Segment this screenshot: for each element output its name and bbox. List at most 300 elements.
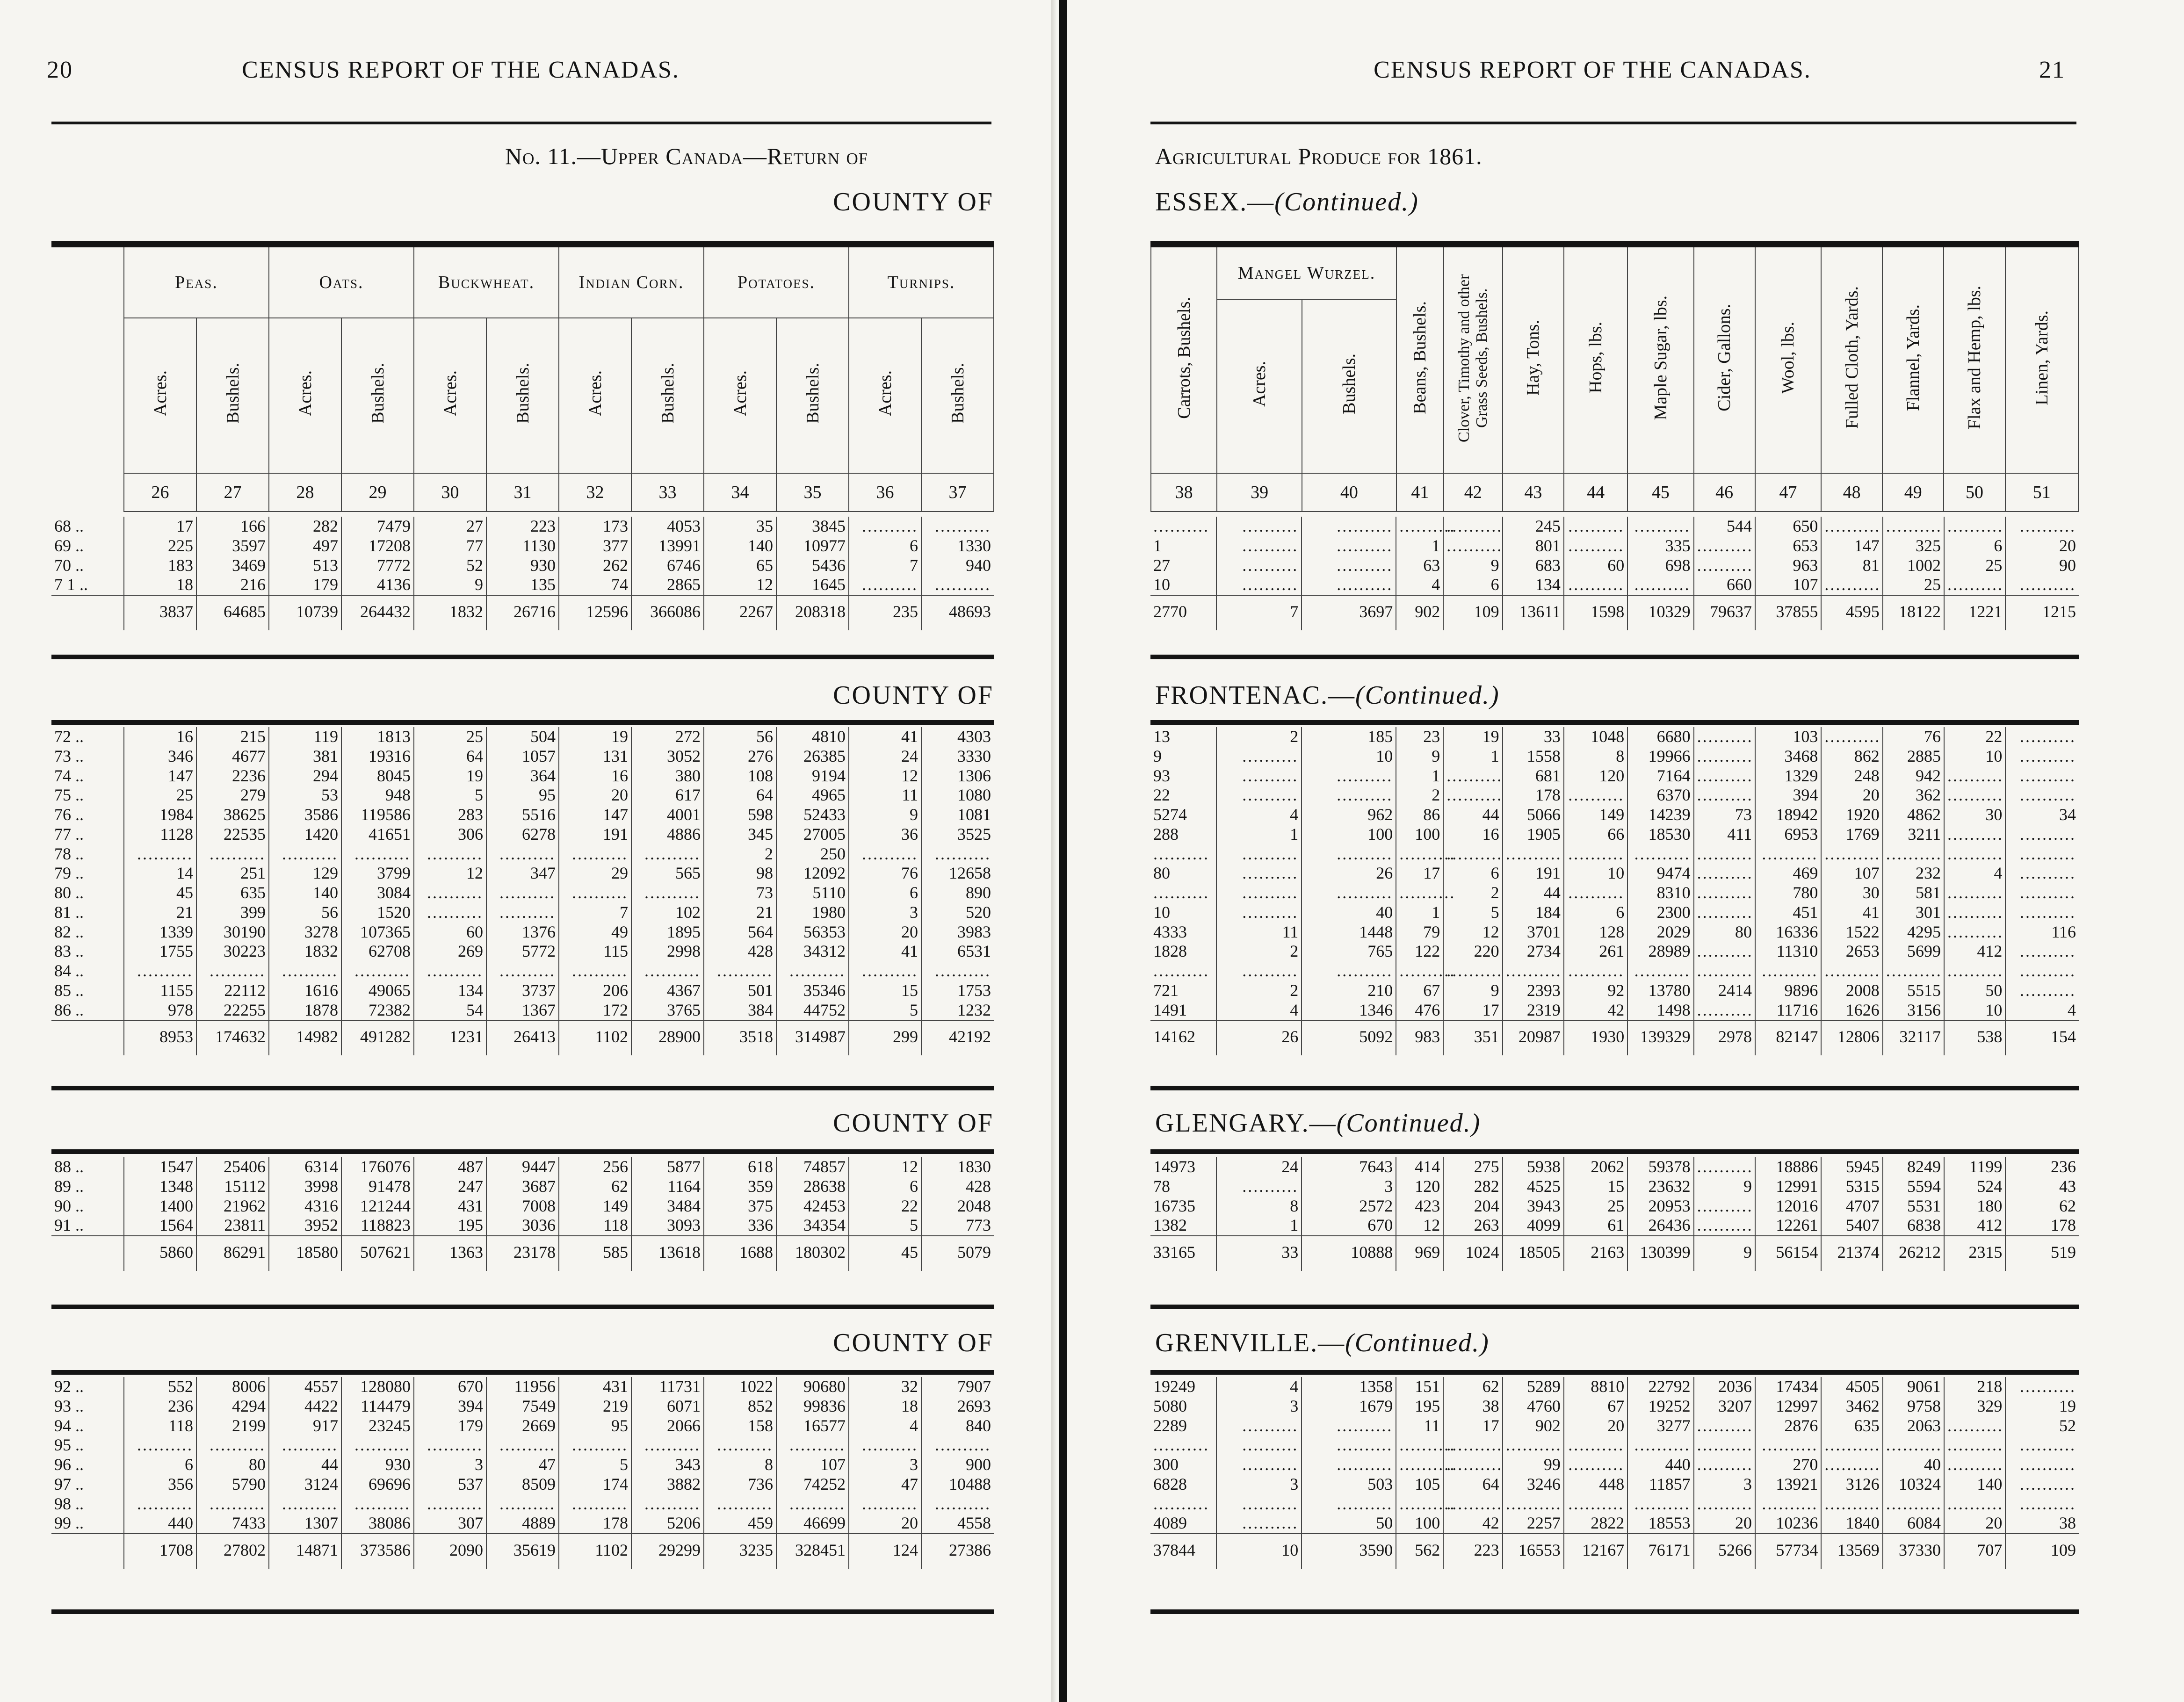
total-cell: 79637 [1694,595,1755,630]
table-cell: .......... [1694,1494,1755,1514]
right-column-number: 50 [1944,473,2005,512]
table-cell: 41 [849,942,921,961]
table-cell: 653 [1755,536,1821,556]
table-cell: .......... [1396,844,1443,864]
table-cell: 46699 [776,1514,849,1534]
table-row [1150,1377,2079,1397]
table-cell: 3845 [776,517,849,536]
total-cell: 1221 [1944,595,2005,630]
table-cell: 428 [921,1177,994,1197]
table-cell: 12997 [1755,1397,1821,1416]
table-cell: .......... [414,1494,486,1514]
table-cell: 12 [704,575,776,595]
table-cell: 2669 [486,1416,559,1436]
table-row [1150,1216,2079,1236]
table-cell: .......... [1302,1455,1396,1475]
table-cell: 1081 [921,805,994,825]
table-cell: 1840 [1821,1514,1882,1534]
table-cell: 1 [1443,747,1502,766]
table-cell: .......... [1503,961,1564,981]
table-cell: 5 [849,1216,921,1236]
right-column-number: 46 [1694,473,1755,512]
table-cell: 345 [704,825,776,844]
table-cell: 149 [1564,805,1627,825]
table-cell: 3952 [269,1216,341,1236]
table-cell: 29 [559,864,631,883]
table-cell: 618 [704,1157,776,1177]
total-cell [51,595,124,630]
table-cell: 210 [1302,981,1396,1001]
table-cell: .......... [124,961,196,981]
table-cell: 63 [1396,556,1443,576]
total-row [1150,1236,2079,1271]
table-cell: 10324 [1883,1475,1944,1494]
table-cell: 114479 [341,1397,414,1416]
table-cell: 10 [1944,1001,2005,1021]
table-row [51,1377,994,1397]
header-linen: Linen, Yards. [2005,244,2078,473]
total-cell: 26212 [1883,1236,1944,1271]
table-cell: 1520 [341,903,414,923]
total-cell: 12167 [1564,1534,1627,1569]
table-cell: 122 [1396,942,1443,961]
table-cell: 95 .. [54,1435,84,1455]
table-cell: 2693 [921,1397,994,1416]
table-cell: .......... [2005,825,2079,844]
table-cell: .......... [1564,575,1627,595]
table-cell: 5772 [486,942,559,961]
table-cell: 364 [486,766,559,786]
table-row [51,1216,994,1236]
table-cell: 38086 [341,1514,414,1534]
left-column-number: 30 [414,473,486,512]
table-cell: 8509 [486,1475,559,1494]
table-cell: 91 .. [54,1216,84,1235]
table-cell: 53 [269,786,341,805]
table-cell: 1 [1216,825,1302,844]
total-cell: 28900 [631,1020,704,1055]
table-cell: 16 [559,766,631,786]
table-cell: 1522 [1821,923,1882,942]
total-cell [51,1534,124,1569]
table-cell: .......... [1694,864,1755,883]
table-cell: 736 [704,1475,776,1494]
table-row [51,1455,994,1475]
table-cell: 1832 [269,942,341,961]
table-cell: .......... [1153,1494,1209,1513]
total-cell: 351 [1443,1020,1502,1055]
table-cell: 3 [414,1455,486,1475]
table-row [1150,942,2079,961]
county-name-glengary-text: GLENGARY. [1155,1109,1309,1138]
total-cell: 299 [849,1020,921,1055]
table-cell: .......... [1503,1435,1564,1455]
table-cell: 1232 [921,1001,994,1021]
table-cell: 3998 [269,1177,341,1197]
table-cell: 16577 [776,1416,849,1436]
table-cell: 5 [1443,903,1502,923]
total-cell: 10739 [269,595,341,630]
table-cell: .......... [559,961,631,981]
table-cell: 2319 [1503,1001,1564,1021]
left-column-number: 36 [849,473,921,512]
table-cell: 15112 [196,1177,269,1197]
table-cell: 158 [704,1416,776,1436]
table-cell: .......... [1694,844,1755,864]
table-cell: .......... [1396,1455,1443,1475]
table-cell: .......... [414,903,486,923]
table-cell: .......... [1443,961,1502,981]
left-head-rule [51,122,991,124]
total-cell: 29299 [631,1534,704,1569]
table-cell: 20 [849,923,921,942]
table-cell: .......... [124,844,196,864]
table-cell: 660 [1694,575,1755,595]
total-cell: 109 [1443,595,1502,630]
table-cell: .......... [1302,1416,1396,1436]
right-block-rule-5 [1150,1305,2079,1309]
total-cell: 5266 [1694,1534,1755,1569]
table-cell: 92 [1564,981,1627,1001]
table-cell: 11 [1216,923,1302,942]
table-cell: 513 [269,556,341,576]
table-cell: 64 [704,786,776,805]
table-cell: 6071 [631,1397,704,1416]
table-cell: 4333 [1153,922,1187,941]
table-cell: 105 [1396,1475,1443,1494]
table-cell: 3 [1216,1475,1302,1494]
table-row [51,727,994,747]
table-row [1150,1514,2079,1534]
table-cell: 617 [631,786,704,805]
table-cell: .......... [2005,883,2079,903]
table-cell: 1558 [1503,747,1564,766]
table-cell: 1491 [1153,1000,1187,1019]
table-cell: 598 [704,805,776,825]
table-cell: 8 [1564,747,1627,766]
table-cell: 1895 [631,923,704,942]
header-flax-hemp: Flax and Hemp, lbs. [1944,244,2005,473]
table-cell: .......... [1216,536,1302,556]
table-row [51,1177,994,1197]
total-cell: 3697 [1302,595,1396,630]
table-cell: 5436 [776,556,849,576]
table-cell: 25406 [196,1157,269,1177]
table-cell: 45 [124,883,196,903]
table-cell: 99 [1503,1455,1564,1475]
table-cell: 4136 [341,575,414,595]
table-cell: 38625 [196,805,269,825]
table-cell: 13921 [1755,1475,1821,1494]
left-column-number: 31 [486,473,559,512]
table-cell: .......... [704,961,776,981]
table-cell: 469 [1755,864,1821,883]
table-cell: 325 [1883,536,1944,556]
total-cell: 20987 [1503,1020,1564,1055]
table-cell: 80 [196,1455,269,1475]
table-cell: .......... [1302,536,1396,556]
table-cell: 42 [1443,1514,1502,1534]
header-fulled-cloth: Fulled Cloth, Yards. [1821,244,1882,473]
table-cell: 12261 [1755,1216,1821,1236]
table-row [1150,575,2079,595]
table-cell: 1022 [704,1377,776,1397]
right-block-rule-1 [1150,655,2079,659]
table-cell: 544 [1694,517,1755,536]
table-cell: .......... [414,961,486,981]
table-cell: 102 [631,903,704,923]
table-cell: 840 [921,1416,994,1436]
left-block-2 [51,727,994,1055]
table-cell: 261 [1564,942,1627,961]
table-cell: 670 [414,1377,486,1397]
table-cell: 3278 [269,923,341,942]
header-beans: Beans, Bushels. [1396,244,1444,473]
table-row [1150,825,2079,844]
table-cell: 88 .. [54,1157,84,1176]
table-cell: 269 [414,942,486,961]
total-row [51,1236,994,1271]
table-cell: .......... [1216,575,1302,595]
table-cell: 283 [414,805,486,825]
table-cell: 698 [1627,556,1693,576]
table-cell: 69 .. [54,536,84,555]
table-cell: 780 [1755,883,1821,903]
table-cell: .......... [1443,844,1502,864]
table-row [1150,903,2079,923]
table-cell: .......... [269,844,341,864]
table-cell: 4053 [631,517,704,536]
table-cell: 22 [1944,727,2005,747]
table-cell: 35 [704,517,776,536]
table-cell: 11 [849,786,921,805]
table-cell: .......... [1216,1455,1302,1475]
table-cell: 683 [1503,556,1564,576]
table-cell: 52 [414,556,486,576]
header-hops: Hops, lbs. [1564,244,1627,473]
total-cell: 13611 [1503,595,1564,630]
table-cell: 43 [2005,1177,2079,1197]
left-column-number: 26 [124,473,196,512]
table-cell: 3484 [631,1197,704,1216]
table-cell: 3687 [486,1177,559,1197]
table-cell: 3983 [921,923,994,942]
table-cell: .......... [1216,864,1302,883]
header-cider: Cider, Gallons. [1694,244,1755,473]
table-cell: 7 [559,903,631,923]
table-cell: 18 [124,575,196,595]
right-column-header [1150,241,2079,512]
table-cell: .......... [486,961,559,981]
table-cell: .......... [1443,536,1502,556]
table-cell: 300 [1153,1455,1179,1474]
table-cell: 20953 [1627,1197,1693,1216]
table-cell: 49065 [341,981,414,1001]
table-cell: 22112 [196,981,269,1001]
total-cell: 109 [2005,1534,2079,1569]
table-cell: .......... [849,1435,921,1455]
table-cell: 5066 [1503,805,1564,825]
table-cell: .......... [414,1435,486,1455]
left-block-rule-4 [51,1149,994,1154]
table-cell: .......... [776,961,849,981]
table-cell: 9061 [1883,1377,1944,1397]
table-cell: 59378 [1627,1157,1693,1177]
table-cell: 4422 [269,1397,341,1416]
table-cell: 4089 [1153,1514,1187,1533]
table-cell: 773 [921,1216,994,1236]
table-cell: 232 [1883,864,1944,883]
table-cell: .......... [1694,1197,1755,1216]
table-cell: 92 .. [54,1377,84,1396]
table-cell: 2 [1443,883,1502,903]
table-cell: 118 [559,1216,631,1236]
total-cell: 7 [1216,595,1302,630]
group-indian-corn: Indian Corn. [559,244,704,318]
table-cell: 10 [1302,747,1396,766]
table-cell: 504 [486,727,559,747]
table-cell: 448 [1564,1475,1627,1494]
table-row [1150,1001,2079,1021]
table-cell: 119586 [341,805,414,825]
table-cell: 9194 [776,766,849,786]
table-cell: .......... [1627,1435,1693,1455]
table-cell: 128080 [341,1377,414,1397]
table-row [1150,1494,2079,1514]
county-name-essex: ESSEX.—(Continued.) [1155,188,1419,216]
total-cell: 82147 [1755,1020,1821,1055]
table-cell: 1348 [124,1177,196,1197]
table-cell: 1339 [124,923,196,942]
table-cell: 1878 [269,1001,341,1021]
table-cell: 2876 [1755,1416,1821,1436]
table-cell: 18553 [1627,1514,1693,1534]
total-cell: 3837 [124,595,196,630]
total-cell: 366086 [631,595,704,630]
table-cell: 650 [1755,517,1821,536]
total-cell: 1598 [1564,595,1627,630]
table-cell: 76 .. [54,805,84,824]
table-cell: 128 [1564,923,1627,942]
table-cell: 4 [1216,1001,1302,1021]
table-cell: .......... [2005,961,2079,981]
table-cell: 2 [1216,727,1302,747]
table-cell: 19 [559,727,631,747]
table-cell: 487 [414,1157,486,1177]
table-cell: 335 [1627,536,1693,556]
table-row [51,747,994,766]
table-cell: 22 [1153,786,1170,805]
table-cell: 4 [1944,864,2005,883]
table-cell: 5594 [1883,1177,1944,1197]
table-cell: 248 [1821,766,1882,786]
table-cell: 3156 [1883,1001,1944,1021]
table-cell: 56 [704,727,776,747]
total-cell: 1231 [414,1020,486,1055]
table-cell: 1769 [1821,825,1882,844]
header-mangel-bushels: Bushels. [1302,299,1396,473]
table-cell: .......... [1216,786,1302,805]
table-cell: 423 [1396,1197,1443,1216]
right-page [1141,0,2184,1702]
table-cell: 5 [849,1001,921,1021]
table-cell: 11310 [1755,942,1821,961]
total-cell: 27386 [921,1534,994,1569]
table-cell: 118823 [341,1216,414,1236]
table-cell: .......... [1216,517,1302,536]
total-cell: 76171 [1627,1534,1693,1569]
table-cell: 107 [776,1455,849,1475]
table-cell: 12 [849,1157,921,1177]
table-cell: .......... [1944,923,2005,942]
table-cell: 890 [921,883,994,903]
table-cell: 172 [559,1001,631,1021]
table-row [1150,1397,2079,1416]
table-cell: .......... [1216,883,1302,903]
table-cell: 9758 [1883,1397,1944,1416]
header-grass-seeds: Clover, Timothy and other Grass Seeds, Bushels. [1444,244,1503,473]
table-cell: 19 [414,766,486,786]
table-cell: .......... [1944,883,2005,903]
total-cell: 10888 [1302,1236,1396,1271]
right-column-number: 47 [1755,473,1821,512]
table-cell: 19252 [1627,1397,1693,1416]
table-cell: .......... [1944,1435,2005,1455]
table-cell: 60 [1564,556,1627,576]
table-cell: .......... [1627,961,1693,981]
table-cell: .......... [1694,903,1755,923]
table-cell: 503 [1302,1475,1396,1494]
table-cell: .......... [1302,1435,1396,1455]
table-cell: .......... [2005,766,2079,786]
total-cell: 1688 [704,1236,776,1271]
right-column-number: 44 [1564,473,1627,512]
table-cell: 7479 [341,517,414,536]
table-cell: .......... [1821,961,1882,981]
table-cell: 5515 [1883,981,1944,1001]
table-cell: 329 [1944,1397,2005,1416]
table-cell: 84 .. [54,961,84,980]
table-cell: 80 [1153,864,1170,883]
table-cell: 13780 [1627,981,1693,1001]
table-row [1150,805,2079,825]
table-cell: .......... [1694,1216,1755,1236]
table-cell: 294 [269,766,341,786]
table-cell: .......... [414,844,486,864]
left-subheader: Bushels. [341,318,414,473]
table-cell: 26 [1302,864,1396,883]
table-cell: 9 [1396,747,1443,766]
table-cell: 2 [1396,786,1443,805]
table-cell: .......... [1564,517,1627,536]
table-cell: 2 [1216,942,1302,961]
table-cell: 5516 [486,805,559,825]
table-cell: 1755 [124,942,196,961]
table-cell: 42453 [776,1197,849,1216]
table-cell: 62708 [341,942,414,961]
table-cell: .......... [1153,961,1209,980]
table-cell: 670 [1302,1216,1396,1236]
table-row [1150,766,2079,786]
table-cell: .......... [1883,844,1944,864]
table-cell: 1080 [921,786,994,805]
table-cell: 223 [486,517,559,536]
right-column-number: 41 [1396,473,1444,512]
table-row [1150,1197,2079,1216]
table-cell: 74857 [776,1157,849,1177]
county-name-frontenac: FRONTENAC.—(Continued.) [1155,681,1500,710]
table-cell: 5110 [776,883,849,903]
